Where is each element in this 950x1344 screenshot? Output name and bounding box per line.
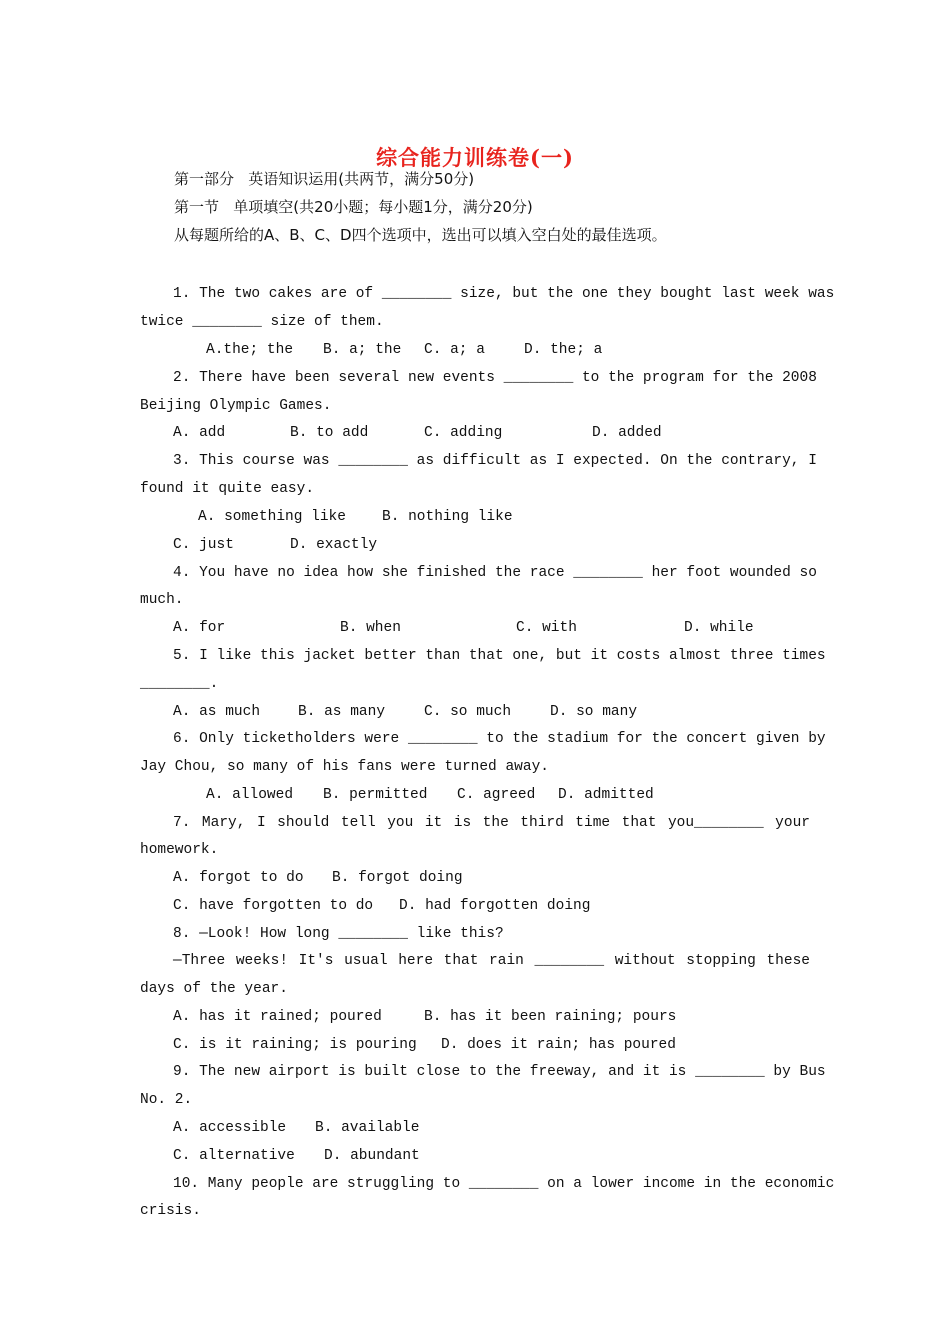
question-1-option-b: B. a; the bbox=[323, 342, 402, 358]
question-7-option-a: A. forgot to do bbox=[173, 870, 304, 886]
question-8-text: 8. —Look! How long ________ like this? bbox=[173, 926, 504, 942]
question-4-option-d: D. while bbox=[684, 620, 754, 636]
instruction-text: 从每题所给的A、B、C、D四个选项中，选出可以填入空白处的最佳选项。 bbox=[174, 226, 667, 244]
question-4-option-c: C. with bbox=[516, 620, 577, 636]
question-4-text: 4. You have no idea how she finished the race ________ her foot wounded so bbox=[173, 565, 817, 581]
question-1-text-cont: twice ________ size of them. bbox=[140, 314, 384, 330]
question-3-text-cont: found it quite easy. bbox=[140, 481, 315, 497]
part-heading: 第一部分 英语知识运用(共两节，满分50分) bbox=[174, 170, 475, 188]
question-5-text-cont: ________. bbox=[140, 676, 219, 692]
question-6-option-b: B. permitted bbox=[323, 787, 428, 803]
question-7-text: 7. Mary, I should tell you it is the third time that you________ your bbox=[173, 815, 810, 831]
question-6-option-c: C. agreed bbox=[457, 787, 536, 803]
question-3-option-b: B. nothing like bbox=[382, 509, 513, 525]
question-8-option-c: C. is it raining; is pouring bbox=[173, 1037, 417, 1053]
question-9-text-cont: No. 2. bbox=[140, 1092, 193, 1108]
question-2-option-c: C. adding bbox=[424, 425, 503, 441]
question-5-option-c: C. so much bbox=[424, 704, 512, 720]
question-9-option-c: C. alternative bbox=[173, 1148, 295, 1164]
question-1-option-c: C. a; a bbox=[424, 342, 485, 358]
question-5-option-b: B. as many bbox=[298, 704, 386, 720]
question-7-option-c: C. have forgotten to do bbox=[173, 898, 374, 914]
question-6-option-a: A. allowed bbox=[206, 787, 294, 803]
question-5-option-a: A. as much bbox=[173, 704, 261, 720]
question-9-option-b: B. available bbox=[315, 1120, 420, 1136]
question-6-text-cont: Jay Chou, so many of his fans were turned away. bbox=[140, 759, 549, 775]
question-9-option-d: D. abundant bbox=[324, 1148, 420, 1164]
question-2-option-b: B. to add bbox=[290, 425, 369, 441]
question-8-option-b: B. has it been raining; pours bbox=[424, 1009, 677, 1025]
question-7-option-d: D. had forgotten doing bbox=[399, 898, 591, 914]
page-title: 综合能力训练卷(一) bbox=[376, 145, 574, 170]
question-8-option-d: D. does it rain; has poured bbox=[441, 1037, 676, 1053]
question-8-text-cont: —Three weeks! It's usual here that rain ________ without stopping these bbox=[173, 953, 810, 969]
question-3-text: 3. This course was ________ as difficult as I expected. On the contrary, I bbox=[173, 453, 817, 469]
section-heading: 第一节 单项填空(共20小题；每小题1分，满分20分) bbox=[174, 198, 533, 216]
question-2-text-cont: Beijing Olympic Games. bbox=[140, 398, 332, 414]
question-10-text-cont: crisis. bbox=[140, 1203, 201, 1219]
question-8-option-a: A. has it rained; poured bbox=[173, 1009, 382, 1025]
question-2-text: 2. There have been several new events ________ to the program for the 2008 bbox=[173, 370, 817, 386]
question-10-text: 10. Many people are struggling to ________ on a lower income in the economic bbox=[173, 1176, 835, 1192]
question-4-option-a: A. for bbox=[173, 620, 226, 636]
question-9-option-a: A. accessible bbox=[173, 1120, 287, 1136]
question-5-text: 5. I like this jacket better than that one, but it costs almost three times bbox=[173, 648, 826, 664]
question-3-option-c: C. just bbox=[173, 537, 234, 553]
question-8-text-cont-2: days of the year. bbox=[140, 981, 288, 997]
question-4-option-b: B. when bbox=[340, 620, 401, 636]
question-1-option-d: D. the; a bbox=[524, 342, 603, 358]
question-3-option-a: A. something like bbox=[198, 509, 346, 525]
question-4-text-cont: much. bbox=[140, 592, 184, 608]
question-2-option-a: A. add bbox=[173, 425, 226, 441]
question-2-option-d: D. added bbox=[592, 425, 662, 441]
question-6-option-d: D. admitted bbox=[558, 787, 654, 803]
question-9-text: 9. The new airport is built close to the freeway, and it is ________ by Bus bbox=[173, 1064, 826, 1080]
question-1-text: 1. The two cakes are of ________ size, but the one they bought last week was bbox=[173, 286, 835, 302]
question-7-text-cont: homework. bbox=[140, 842, 219, 858]
question-7-option-b: B. forgot doing bbox=[332, 870, 463, 886]
question-1-option-a: A.the; the bbox=[206, 342, 294, 358]
question-6-text: 6. Only ticketholders were ________ to the stadium for the concert given by bbox=[173, 731, 826, 747]
question-5-option-d: D. so many bbox=[550, 704, 638, 720]
question-3-option-d: D. exactly bbox=[290, 537, 378, 553]
